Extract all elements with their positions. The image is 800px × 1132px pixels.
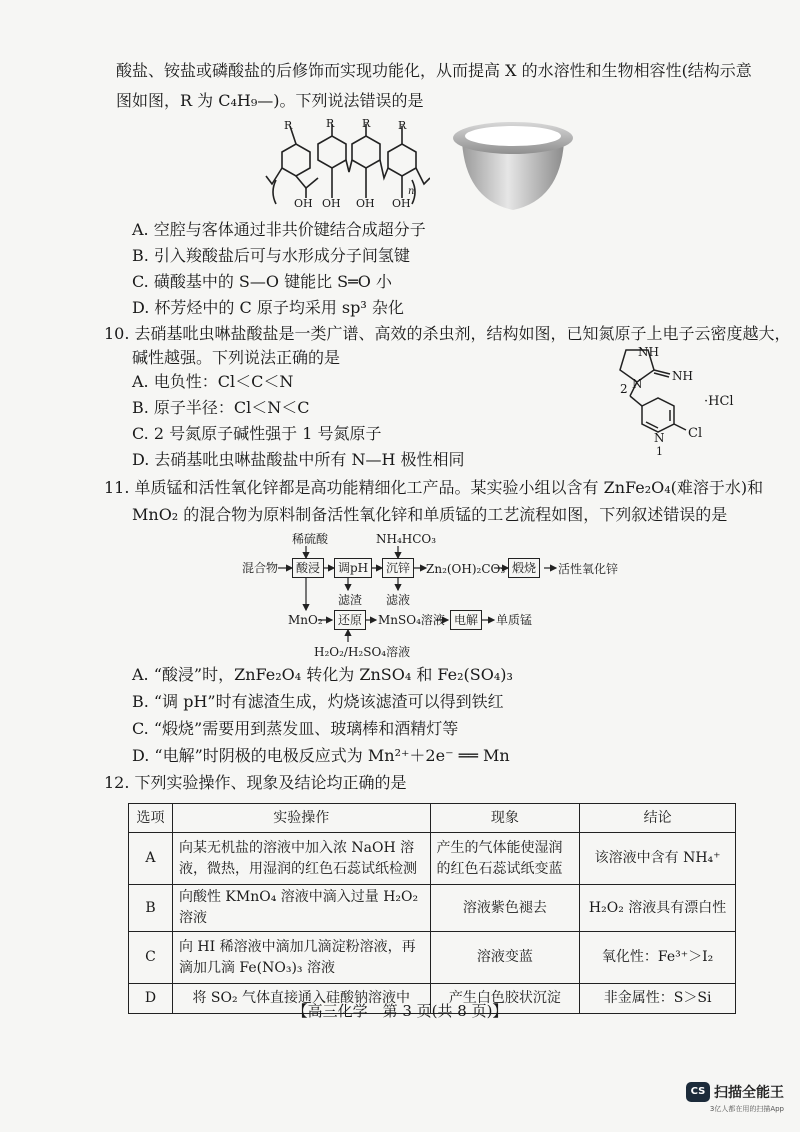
flow-h2o2: H₂O₂/H₂SO₄溶液 [314, 645, 411, 659]
flow-dilute-acid: 稀硫酸 [292, 532, 329, 546]
q9-option-d: D. 杯芳烃中的 C 原子均采用 sp³ 杂化 [132, 298, 404, 317]
row-operation: 将 SO₂ 气体直接通入硅酸钠溶液中 [172, 984, 430, 1014]
row-conclusion: 非金属性：S＞Si [580, 984, 736, 1014]
q11-option-c: C. “煅烧”需要用到蒸发皿、玻璃棒和酒精灯等 [132, 719, 459, 738]
header-operation: 实验操作 [172, 804, 430, 833]
flow-mno2: MnO₂ [288, 613, 323, 627]
q10-option-b: B. 原子半径：Cl＜N＜C [132, 398, 310, 417]
row-phenomenon: 产生的气体能使湿润的红色石蕊试纸变蓝 [430, 833, 580, 885]
watermark-title: 扫描全能王 [714, 1085, 784, 1101]
flow-active-zno: 活性氧化锌 [558, 562, 619, 576]
q11-stem-line1: 11. 单质锰和活性氧化锌都是高功能精细化工产品。某实验小组以含有 ZnFe₂O₄(难溶于水)和 [104, 478, 764, 497]
n1-label: N [654, 431, 665, 445]
q9-stem-line2: 图如图，R 为 C₄H₉—)。下列说法错误的是 [116, 91, 424, 110]
q11-stem-line2: MnO₂ 的混合物为原料制备活性氧化锌和单质锰的工艺流程如图，下列叙述错误的是 [132, 505, 728, 524]
flow-step-calcine: 煅烧 [508, 558, 540, 578]
q9-option-b: B. 引入羧酸盐后可与水形成分子间氢键 [132, 246, 410, 265]
row-operation: 向酸性 KMnO₄ 溶液中滴入过量 H₂O₂ 溶液 [172, 885, 430, 932]
r-label: R [284, 119, 293, 132]
q9-option-a: A. 空腔与客体通过非共价键结合成超分子 [132, 220, 426, 239]
oh-label: OH [356, 197, 375, 210]
n1-number: 1 [656, 445, 663, 458]
oh-label: OH [392, 197, 411, 210]
row-option: D [129, 984, 173, 1014]
row-conclusion: 氧化性：Fe³⁺＞I₂ [580, 932, 736, 984]
nh-label-top: NH [638, 345, 659, 359]
oh-label: OH [322, 197, 341, 210]
hcl-label: ·HCl [704, 394, 734, 409]
repeat-n-label: n [408, 186, 415, 197]
header-conclusion: 结论 [580, 804, 736, 833]
flow-nh4hco3: NH₄HCO₃ [376, 532, 437, 546]
flow-filtrate: 滤液 [386, 593, 411, 607]
table-row [129, 833, 736, 885]
header-option: 选项 [129, 804, 173, 833]
q11-option-b: B. “调 pH”时有滤渣生成，灼烧该滤渣可以得到铁红 [132, 692, 504, 711]
row-option: A [129, 833, 173, 885]
r-label: R [398, 119, 407, 132]
process-flowchart-arrows [236, 530, 656, 660]
flow-step-electrolysis: 电解 [450, 610, 482, 630]
q10-stem-line1: 10. 去硝基吡虫啉盐酸盐是一类广谱、高效的杀虫剂，结构如图，已知氮原子上电子云密度越大， [104, 324, 791, 343]
watermark-subtitle: 3亿人都在用的扫描App [709, 1105, 784, 1113]
oh-label: OH [294, 197, 313, 210]
q10-option-c: C. 2 号氮原子碱性强于 1 号氮原子 [132, 424, 382, 443]
row-operation: 向 HI 稀溶液中滴加几滴淀粉溶液，再滴加几滴 Fe(NO₃)₃ 溶液 [172, 932, 430, 984]
flow-zn-product: Zn₂(OH)₂CO₃ [426, 562, 506, 576]
flow-mn: 单质锰 [496, 613, 533, 627]
table-row [129, 932, 736, 984]
q10-stem-line2: 碱性越强。下列说法正确的是 [132, 348, 341, 367]
table-header-row [129, 804, 736, 833]
scanner-watermark [686, 1082, 784, 1114]
q9-option-c: C. 磺酸基中的 S—O 键能比 S═O 小 [132, 272, 392, 291]
flow-mnso4: MnSO₄溶液 [378, 613, 445, 627]
row-operation: 向某无机盐的溶液中加入浓 NaOH 溶液，微热，用湿润的红色石蕊试纸检测 [172, 833, 430, 885]
row-conclusion: 该溶液中含有 NH₄⁺ [580, 833, 736, 885]
flow-step-reduce: 还原 [334, 610, 366, 630]
r-label: R [326, 117, 335, 130]
row-option: C [129, 932, 173, 984]
q12-stem: 12. 下列实验操作、现象及结论均正确的是 [104, 773, 407, 792]
page-footer: 【高三化学 第 3 页(共 8 页)】 [292, 1002, 508, 1020]
q11-option-d: D. “电解”时阴极的电极反应式为 Mn²⁺＋2e⁻ ══ Mn [132, 746, 510, 765]
n2-number: 2 [620, 382, 628, 396]
experiment-table [128, 803, 736, 1014]
q11-option-a: A. “酸浸”时，ZnFe₂O₄ 转化为 ZnSO₄ 和 Fe₂(SO₄)₃ [132, 665, 513, 684]
flow-step-adjust-ph: 调pH [334, 558, 372, 578]
header-phenomenon: 现象 [430, 804, 580, 833]
flow-residue: 滤渣 [338, 593, 363, 607]
r-label: R [362, 117, 371, 130]
row-phenomenon: 产生白色胶状沉淀 [430, 984, 580, 1014]
calixarene-cup-illustration [448, 114, 578, 214]
flow-mixture: 混合物 [242, 561, 279, 575]
q9-stem-line1: 酸盐、铵盐或磷酸盐的后修饰而实现功能化，从而提高 X 的水溶性和生物相容性(结构示意 [116, 61, 752, 80]
q10-option-d: D. 去硝基吡虫啉盐酸盐中所有 N—H 极性相同 [132, 450, 465, 469]
flow-step-acid-leach: 酸浸 [292, 558, 324, 578]
row-option: B [129, 885, 173, 932]
camscanner-logo-icon: CS [686, 1082, 710, 1102]
cl-label: Cl [688, 426, 703, 441]
flow-step-precip-zn: 沉锌 [382, 558, 414, 578]
row-conclusion: H₂O₂ 溶液具有漂白性 [580, 885, 736, 932]
nh-label-right: NH [672, 369, 693, 383]
q10-option-a: A. 电负性：Cl＜C＜N [132, 372, 294, 391]
row-phenomenon: 溶液紫色褪去 [430, 885, 580, 932]
row-phenomenon: 溶液变蓝 [430, 932, 580, 984]
n2-label: N [632, 377, 643, 391]
table-row [129, 885, 736, 932]
